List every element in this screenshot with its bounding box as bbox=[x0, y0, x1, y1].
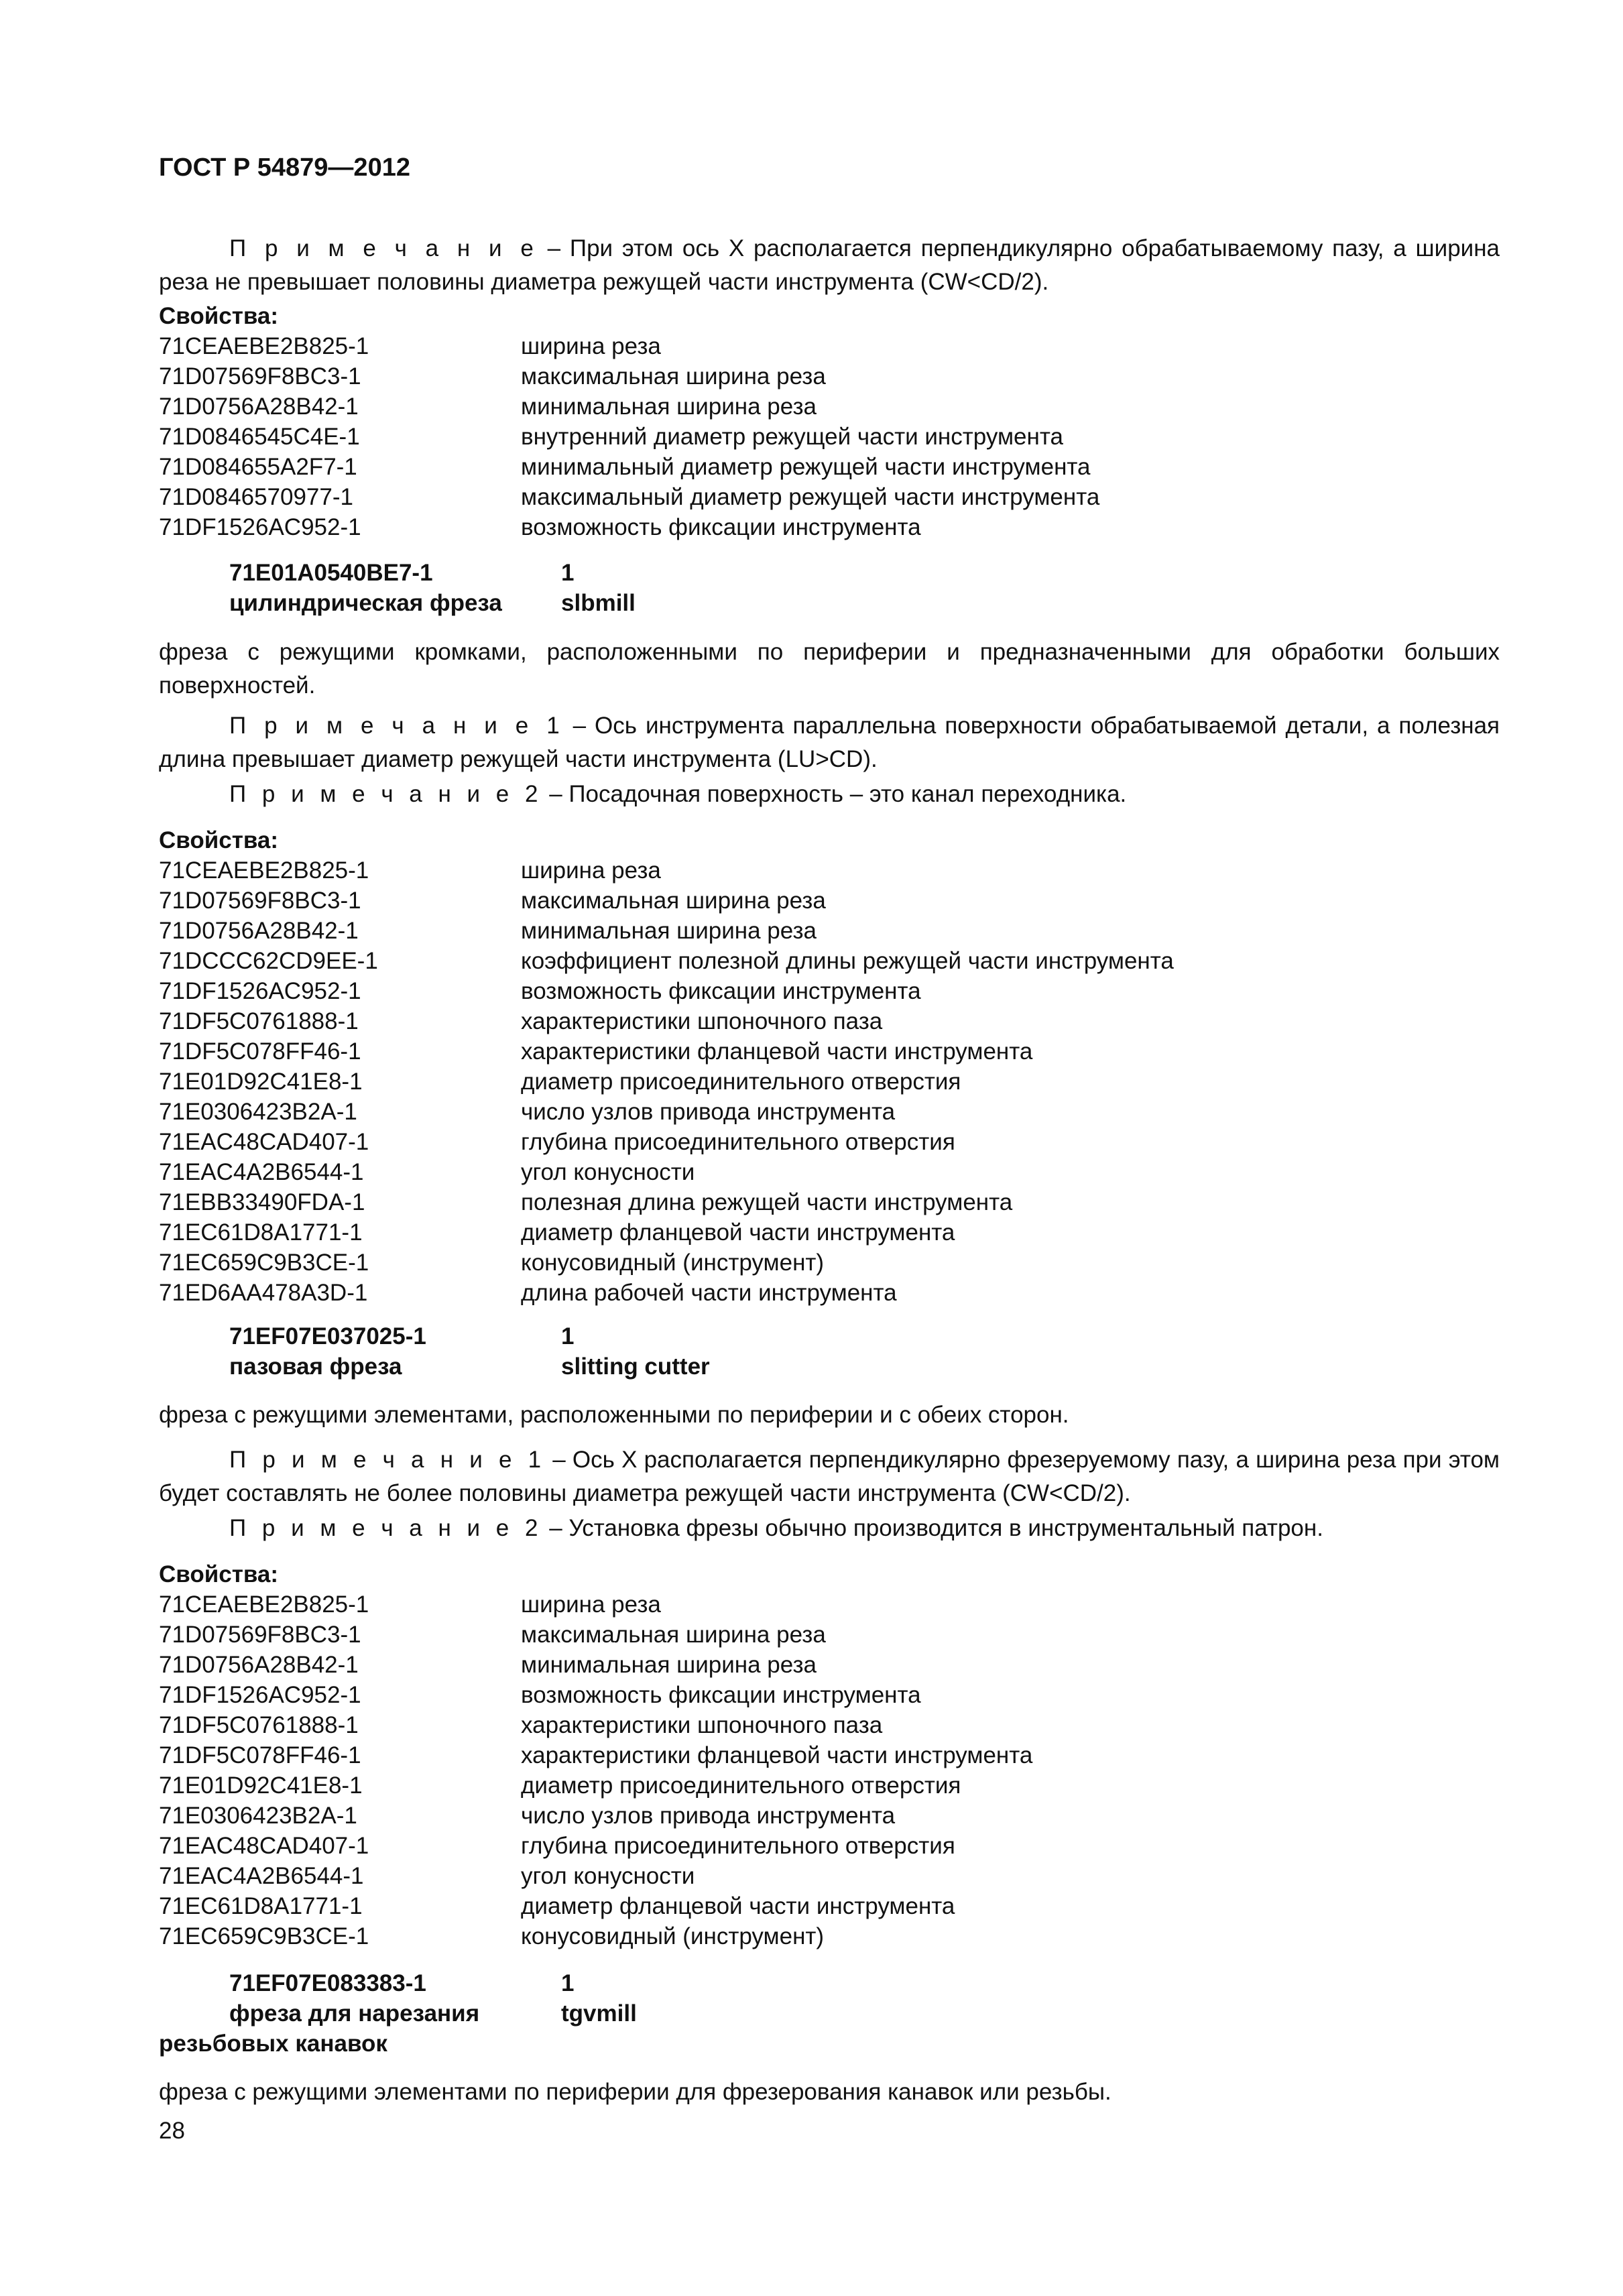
property-description: характеристики фланцевой части инструмента bbox=[521, 1742, 1033, 1768]
property-description: внутренний диаметр режущей части инструмента bbox=[521, 424, 1063, 450]
property-description: ширина реза bbox=[521, 333, 661, 359]
property-description: число узлов привода инструмента bbox=[521, 1803, 896, 1829]
property-code: 71EAC48CAD407-1 bbox=[159, 1833, 369, 1859]
property-code: 71D0756A28B42-1 bbox=[159, 918, 359, 944]
property-code: 71EC659C9B3CE-1 bbox=[159, 1923, 369, 1949]
property-description: диаметр присоединительного отверстия bbox=[521, 1772, 961, 1799]
property-code: 71D0846545C4E-1 bbox=[159, 424, 360, 450]
term-definition: фреза с режущими элементами, расположенными по периферии и с обеих сторон. bbox=[159, 1402, 1069, 1428]
properties-heading: Свойства: bbox=[159, 303, 279, 329]
property-code: 71E01D92C41E8-1 bbox=[159, 1069, 363, 1095]
property-description: характеристики фланцевой части инструмента bbox=[521, 1038, 1033, 1065]
term-note-2 bbox=[159, 778, 1500, 811]
property-code: 71DF1526AC952-1 bbox=[159, 978, 361, 1004]
property-description: минимальная ширина реза bbox=[521, 918, 817, 944]
property-description: конусовидный (инструмент) bbox=[521, 1250, 825, 1276]
property-code: 71E0306423B2A-1 bbox=[159, 1803, 357, 1829]
property-code: 71EAC4A2B6544-1 bbox=[159, 1863, 364, 1889]
note-text: – Установка фрезы обычно производится в инструментальный патрон. bbox=[549, 1515, 1323, 1541]
properties-heading: Свойства: bbox=[159, 1561, 279, 1587]
property-description: ширина реза bbox=[521, 857, 661, 884]
document-header: ГОСТ Р 54879—2012 bbox=[159, 154, 410, 182]
term-number: 1 bbox=[561, 1323, 575, 1349]
property-code: 71ED6AA478A3D-1 bbox=[159, 1280, 368, 1306]
term-name: пазовая фреза bbox=[229, 1353, 402, 1380]
property-description: конусовидный (инструмент) bbox=[521, 1923, 825, 1949]
property-code: 71DF1526AC952-1 bbox=[159, 514, 361, 540]
term-english: tgvmill bbox=[561, 2000, 637, 2027]
property-description: возможность фиксации инструмента bbox=[521, 1682, 921, 1708]
property-code: 71D0756A28B42-1 bbox=[159, 394, 359, 420]
property-description: ширина реза bbox=[521, 1591, 661, 1618]
property-code: 71CEAEBE2B825-1 bbox=[159, 1591, 369, 1618]
term-number: 1 bbox=[561, 1970, 575, 1996]
term-note-1 bbox=[159, 709, 1500, 776]
property-description: возможность фиксации инструмента bbox=[521, 978, 921, 1004]
property-description: коэффициент полезной длины режущей части инструмента bbox=[521, 948, 1174, 974]
property-code: 71DCCC62CD9EE-1 bbox=[159, 948, 378, 974]
property-code: 71D07569F8BC3-1 bbox=[159, 363, 361, 389]
property-code: 71DF5C078FF46-1 bbox=[159, 1742, 361, 1768]
property-code: 71D084655A2F7-1 bbox=[159, 454, 357, 480]
term-code: 71EF07E037025-1 bbox=[229, 1323, 426, 1349]
note-text: – Посадочная поверхность – это канал переходника. bbox=[549, 781, 1127, 807]
note-label: П р и м е ч а н и е bbox=[229, 235, 538, 261]
term-name-continued: резьбовых канавок bbox=[159, 2031, 387, 2057]
note-text: – Ось X располагается перпендикулярно фрезеруемому пазу, а ширина реза при этом будет составлять не более половины диаметра режущей части инструмента (CW<CD/2). bbox=[159, 1447, 1500, 1506]
property-description: угол конусности bbox=[521, 1863, 695, 1889]
property-code: 71DF5C0761888-1 bbox=[159, 1008, 359, 1034]
property-description: максимальный диаметр режущей части инструмента bbox=[521, 484, 1100, 510]
property-code: 71E01D92C41E8-1 bbox=[159, 1772, 363, 1799]
property-description: длина рабочей части инструмента bbox=[521, 1280, 897, 1306]
intro-note bbox=[159, 232, 1500, 299]
properties-heading: Свойства: bbox=[159, 827, 279, 853]
note-label: П р и м е ч а н и е 1 bbox=[229, 1447, 546, 1473]
property-description: глубина присоединительного отверстия bbox=[521, 1833, 955, 1859]
property-description: диаметр присоединительного отверстия bbox=[521, 1069, 961, 1095]
term-name: фреза для нарезания bbox=[229, 2000, 480, 2027]
property-description: минимальная ширина реза bbox=[521, 1652, 817, 1678]
term-english: slitting cutter bbox=[561, 1353, 710, 1380]
page-number: 28 bbox=[159, 2118, 185, 2144]
property-description: максимальная ширина реза bbox=[521, 1622, 826, 1648]
property-description: диаметр фланцевой части инструмента bbox=[521, 1893, 955, 1919]
term-code: 71EF07E083383-1 bbox=[229, 1970, 426, 1996]
property-code: 71EC61D8A1771-1 bbox=[159, 1219, 363, 1246]
term-number: 1 bbox=[561, 560, 575, 586]
note-label: П р и м е ч а н и е 2 bbox=[229, 781, 543, 807]
property-description: глубина присоединительного отверстия bbox=[521, 1129, 955, 1155]
note-text: – Ось инструмента параллельна поверхности обрабатываемой детали, а полезная длина превышает диаметр режущей части инструмента (LU>CD). bbox=[159, 713, 1500, 772]
property-description: полезная длина режущей части инструмента bbox=[521, 1189, 1013, 1215]
property-description: диаметр фланцевой части инструмента bbox=[521, 1219, 955, 1246]
note-label: П р и м е ч а н и е 2 bbox=[229, 1515, 543, 1541]
term-english: slbmill bbox=[561, 590, 636, 616]
term-definition: фреза с режущими кромками, расположенными по периферии и предназначенными для обработки больших поверхностей. bbox=[159, 639, 1500, 699]
note-label: П р и м е ч а н и е 1 bbox=[229, 713, 564, 739]
property-code: 71EBB33490FDA-1 bbox=[159, 1189, 365, 1215]
property-code: 71D0846570977-1 bbox=[159, 484, 353, 510]
term-name: цилиндрическая фреза bbox=[229, 590, 502, 616]
property-code: 71DF5C078FF46-1 bbox=[159, 1038, 361, 1065]
property-description: характеристики шпоночного паза bbox=[521, 1008, 883, 1034]
property-description: угол конусности bbox=[521, 1159, 695, 1185]
property-code: 71D0756A28B42-1 bbox=[159, 1652, 359, 1678]
term-note-1 bbox=[159, 1443, 1500, 1510]
note-text: – При этом ось X располагается перпендикулярно обрабатываемому пазу, а ширина реза не превышает половины диаметра режущей части инструмента (CW<CD/2). bbox=[159, 235, 1500, 295]
property-code: 71E0306423B2A-1 bbox=[159, 1099, 357, 1125]
property-description: возможность фиксации инструмента bbox=[521, 514, 921, 540]
property-description: минимальная ширина реза bbox=[521, 394, 817, 420]
property-code: 71CEAEBE2B825-1 bbox=[159, 333, 369, 359]
property-description: максимальная ширина реза bbox=[521, 363, 826, 389]
property-description: минимальный диаметр режущей части инструмента bbox=[521, 454, 1091, 480]
property-code: 71D07569F8BC3-1 bbox=[159, 1622, 361, 1648]
property-code: 71DF1526AC952-1 bbox=[159, 1682, 361, 1708]
property-code: 71DF5C0761888-1 bbox=[159, 1712, 359, 1738]
property-code: 71EAC48CAD407-1 bbox=[159, 1129, 369, 1155]
term-note-2 bbox=[159, 1512, 1500, 1545]
property-description: характеристики шпоночного паза bbox=[521, 1712, 883, 1738]
property-code: 71D07569F8BC3-1 bbox=[159, 888, 361, 914]
property-code: 71EC659C9B3CE-1 bbox=[159, 1250, 369, 1276]
property-description: максимальная ширина реза bbox=[521, 888, 826, 914]
property-code: 71CEAEBE2B825-1 bbox=[159, 857, 369, 884]
term-definition: фреза с режущими элементами по периферии для фрезерования канавок или резьбы. bbox=[159, 2079, 1111, 2105]
term-code: 71E01A0540BE7-1 bbox=[229, 560, 433, 586]
property-code: 71EC61D8A1771-1 bbox=[159, 1893, 363, 1919]
property-code: 71EAC4A2B6544-1 bbox=[159, 1159, 364, 1185]
property-description: число узлов привода инструмента bbox=[521, 1099, 896, 1125]
